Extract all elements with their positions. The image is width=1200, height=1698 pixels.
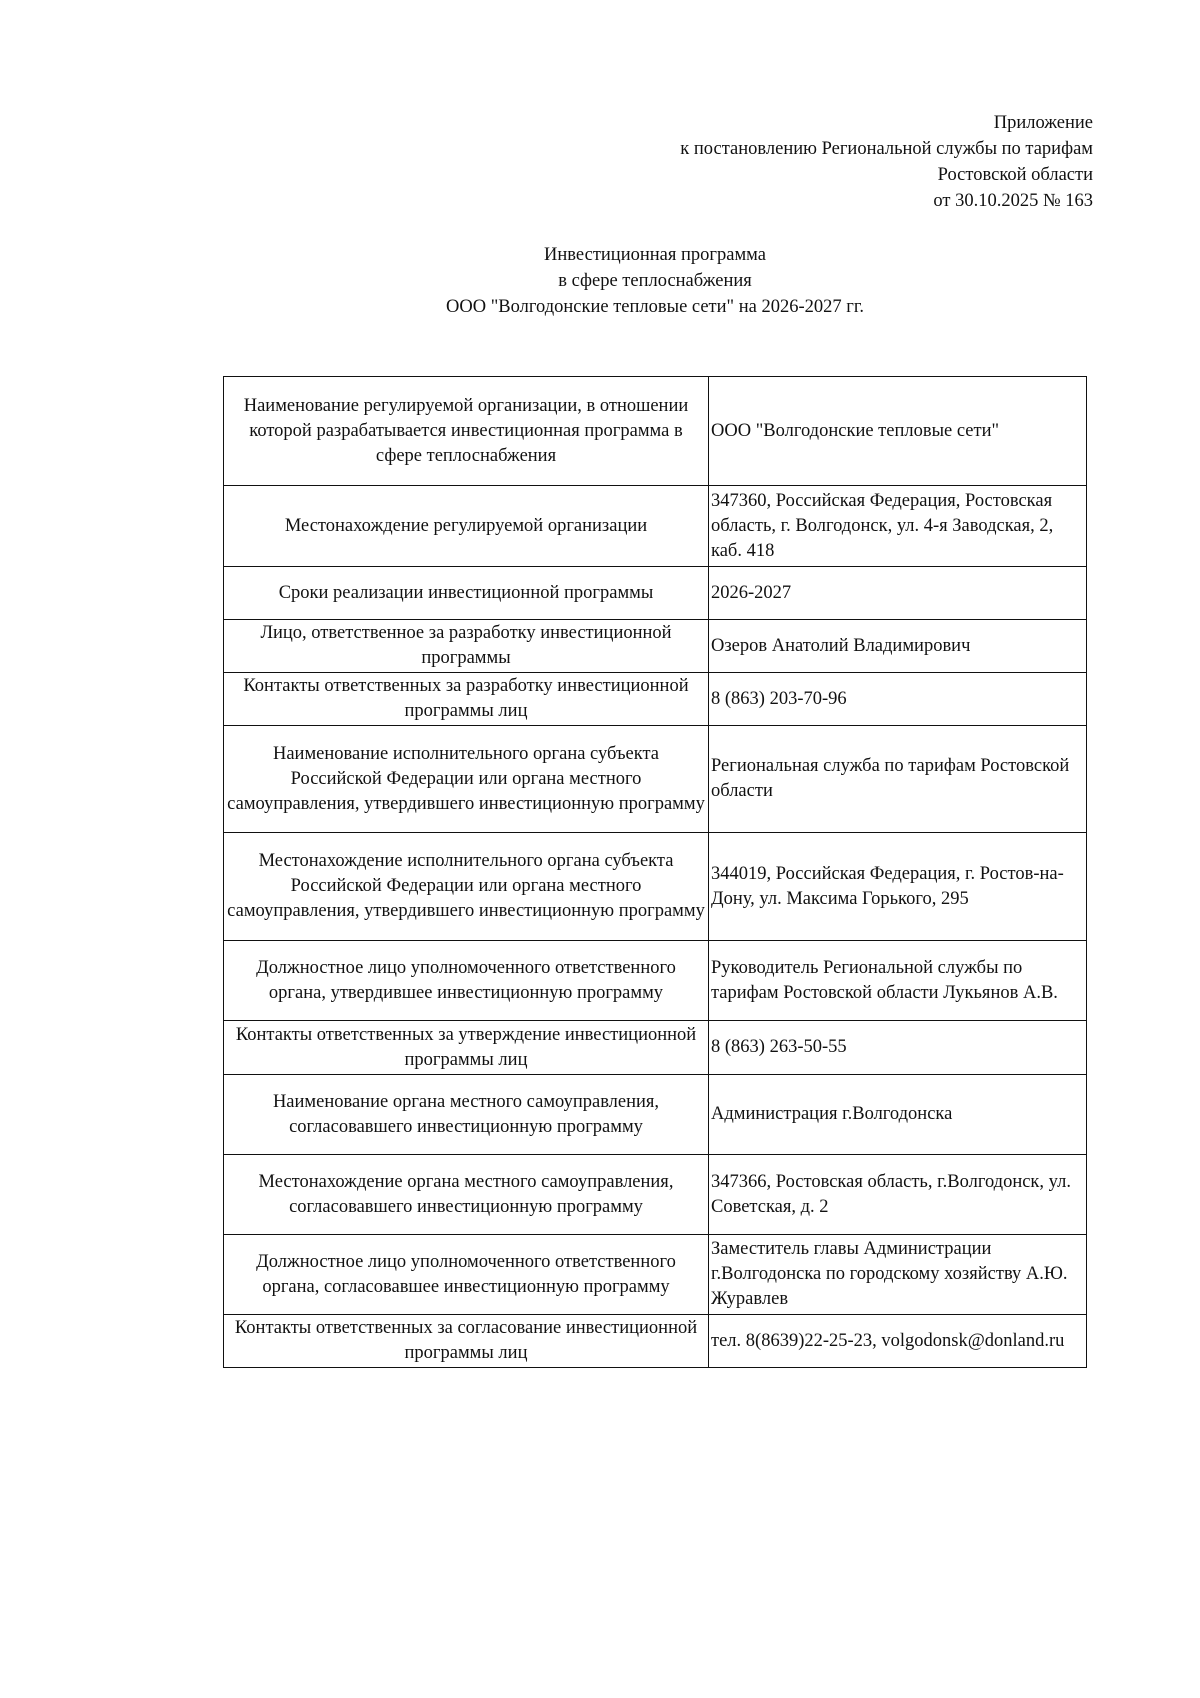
table-row <box>224 486 1087 567</box>
program-passport-table <box>223 376 1087 1368</box>
table-row <box>224 833 1087 941</box>
row-label: Лицо, ответственное за разработку инвестиционной программы <box>224 620 709 673</box>
row-label: Контакты ответственных за утверждение инвестиционной программы лиц <box>224 1021 709 1075</box>
row-label: Контакты ответственных за разработку инвестиционной программы лиц <box>224 673 709 726</box>
table-row <box>224 620 1087 673</box>
table-row <box>224 941 1087 1021</box>
appendix-region: Ростовской области <box>937 165 1093 185</box>
row-value: 8 (863) 263-50-55 <box>709 1021 1087 1075</box>
row-value: Заместитель главы Администрации г.Волгодонска по городскому хозяйству А.Ю. Журавлев <box>709 1235 1087 1315</box>
row-value: 347366, Ростовская область, г.Волгодонск, ул. Советская, д. 2 <box>709 1155 1087 1235</box>
row-label: Сроки реализации инвестиционной программы <box>224 567 709 620</box>
table-row <box>224 1235 1087 1315</box>
row-value: Региональная служба по тарифам Ростовской области <box>709 726 1087 833</box>
document-title <box>0 242 1200 320</box>
row-label: Местонахождение исполнительного органа субъекта Российской Федерации или органа местного самоуправления, утвердившего инвестиционную программу <box>224 833 709 941</box>
row-value: 344019, Российская Федерация, г. Ростов-на-Дону, ул. Максима Горького, 295 <box>709 833 1087 941</box>
row-value: 347360, Российская Федерация, Ростовская область, г. Волгодонск, ул. 4-я Заводская, 2, каб. 418 <box>709 486 1087 567</box>
appendix-block <box>680 110 1093 214</box>
table-row <box>224 1021 1087 1075</box>
title-line-2: в сфере теплоснабжения <box>558 271 752 291</box>
row-value: Руководитель Региональной службы по тарифам Ростовской области Лукьянов А.В. <box>709 941 1087 1021</box>
table-row <box>224 377 1087 486</box>
row-value: 2026-2027 <box>709 567 1087 620</box>
table-row <box>224 1075 1087 1155</box>
title-line-3: ООО "Волгодонские тепловые сети" на 2026-2027 гг. <box>446 297 864 317</box>
row-label: Контакты ответственных за согласование инвестиционной программы лиц <box>224 1315 709 1368</box>
row-value: 8 (863) 203-70-96 <box>709 673 1087 726</box>
table-row <box>224 567 1087 620</box>
row-value: ООО "Волгодонские тепловые сети" <box>709 377 1087 486</box>
row-label: Должностное лицо уполномоченного ответственного органа, согласовавшее инвестиционную программу <box>224 1235 709 1315</box>
title-line-1: Инвестиционная программа <box>544 245 766 265</box>
table-row <box>224 1155 1087 1235</box>
table-row <box>224 1315 1087 1368</box>
appendix-title: Приложение <box>993 113 1093 133</box>
row-value: Озеров Анатолий Владимирович <box>709 620 1087 673</box>
appendix-resolution: к постановлению Региональной службы по тарифам <box>680 139 1093 159</box>
table-row <box>224 673 1087 726</box>
row-label: Должностное лицо уполномоченного ответственного органа, утвердившее инвестиционную программу <box>224 941 709 1021</box>
row-value: Администрация г.Волгодонска <box>709 1075 1087 1155</box>
row-label: Наименование органа местного самоуправления, согласовавшего инвестиционную программу <box>224 1075 709 1155</box>
row-label: Местонахождение органа местного самоуправления, согласовавшего инвестиционную программу <box>224 1155 709 1235</box>
appendix-date-number: от 30.10.2025 № 163 <box>933 191 1093 211</box>
row-label: Местонахождение регулируемой организации <box>224 486 709 567</box>
row-label: Наименование регулируемой организации, в отношении которой разрабатывается инвестиционная программа в сфере теплоснабжения <box>224 377 709 486</box>
table-row <box>224 726 1087 833</box>
row-label: Наименование исполнительного органа субъекта Российской Федерации или органа местного самоуправления, утвердившего инвестиционную программу <box>224 726 709 833</box>
row-value: тел. 8(8639)22-25-23, volgodonsk@donland.ru <box>709 1315 1087 1368</box>
